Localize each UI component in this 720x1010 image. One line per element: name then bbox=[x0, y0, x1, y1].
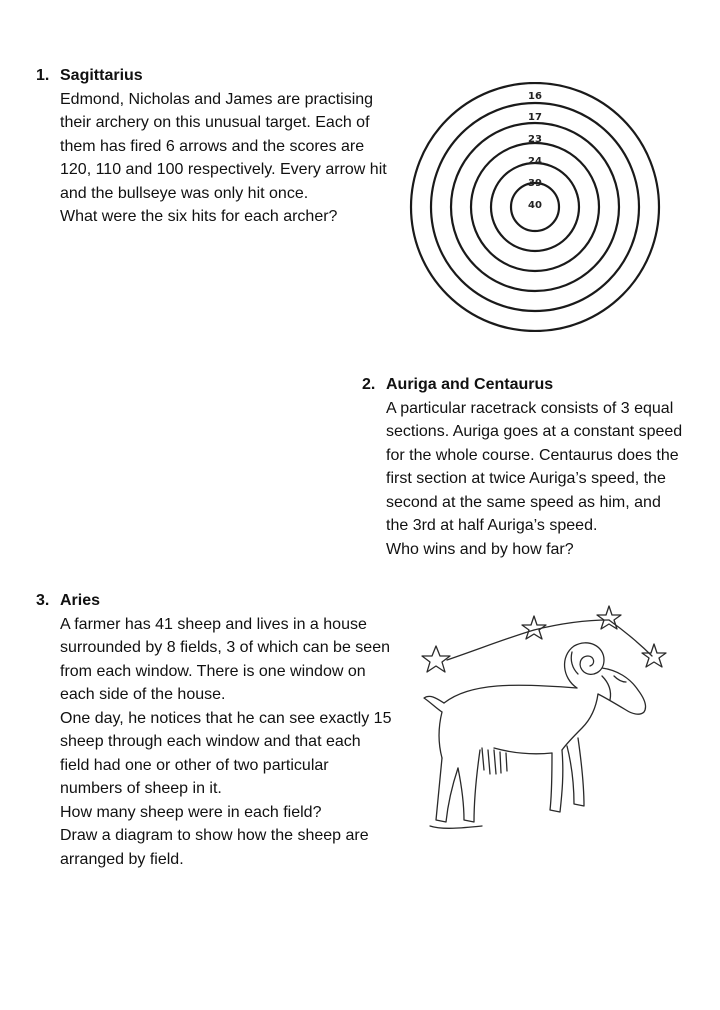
puzzle-line: and the bullseye was only hit once. bbox=[60, 184, 309, 202]
star-icon bbox=[422, 646, 450, 672]
ring-score-label: 24 bbox=[528, 156, 542, 167]
star-icon bbox=[522, 616, 546, 639]
puzzle-auriga-centaurus bbox=[362, 373, 682, 561]
puzzle-line: second at the same speed as him, and bbox=[386, 493, 661, 511]
puzzle-line: numbers of sheep in it. bbox=[60, 780, 222, 797]
puzzle-number: 3. bbox=[36, 592, 50, 609]
puzzle-body bbox=[36, 88, 387, 229]
puzzle-number: 2. bbox=[362, 376, 376, 393]
ram-fleece bbox=[482, 748, 507, 774]
puzzle-line: from each window. There is one window on bbox=[60, 662, 366, 680]
ram-back bbox=[444, 685, 577, 703]
constellation-line bbox=[447, 630, 534, 660]
ring-score-label: 16 bbox=[528, 91, 542, 102]
puzzle-title bbox=[36, 64, 387, 88]
puzzle-line: for the whole course. Centaurus does the bbox=[386, 446, 679, 464]
ram-eye bbox=[614, 676, 626, 682]
puzzle-title bbox=[36, 589, 391, 613]
ring-score-label: 23 bbox=[528, 134, 542, 145]
puzzle-title-text: Auriga and Centaurus bbox=[386, 376, 554, 393]
ram-belly bbox=[494, 748, 552, 754]
puzzle-sagittarius bbox=[36, 64, 387, 229]
ram-rump bbox=[439, 712, 442, 758]
puzzle-line: the 3rd at half Auriga’s speed. bbox=[386, 517, 598, 534]
puzzle-line: field had one or other of two particular bbox=[60, 756, 329, 774]
puzzle-line: Draw a diagram to show how the sheep are bbox=[60, 827, 369, 844]
puzzle-title-text: Aries bbox=[60, 592, 101, 609]
ram-back-leg bbox=[436, 758, 458, 822]
ram-front-leg bbox=[550, 750, 563, 812]
puzzle-line: sections. Auriga goes at a constant speed bbox=[386, 423, 683, 440]
puzzle-body bbox=[36, 613, 391, 872]
puzzle-line: A particular racetrack consists of 3 equal bbox=[386, 399, 674, 417]
horn bbox=[565, 643, 604, 688]
puzzle-body bbox=[362, 397, 682, 562]
ring-score-label: 39 bbox=[528, 178, 542, 189]
puzzle-title bbox=[362, 373, 682, 397]
puzzle-line: A farmer has 41 sheep and lives in a house bbox=[60, 615, 367, 633]
ram-tail bbox=[424, 696, 444, 712]
puzzle-number: 1. bbox=[36, 67, 50, 84]
puzzle-aries bbox=[36, 589, 391, 871]
puzzle-line: sheep through each window and that each bbox=[60, 733, 361, 750]
puzzle-line: Edmond, Nicholas and James are practising bbox=[60, 90, 374, 108]
ground-line bbox=[430, 826, 482, 828]
horn-ridge bbox=[571, 652, 578, 674]
puzzle-line: 120, 110 and 100 respectively. Every arrow hit bbox=[60, 161, 387, 178]
ram-front-leg bbox=[567, 738, 584, 806]
puzzle-line: their archery on this unusual target. Each of bbox=[60, 114, 370, 131]
ring-score-label: 17 bbox=[528, 112, 542, 123]
puzzle-line: What were the six hits for each archer? bbox=[60, 208, 338, 225]
puzzle-line: first section at twice Auriga’s speed, the bbox=[386, 470, 666, 487]
puzzle-line: How many sheep were in each field? bbox=[60, 803, 322, 821]
ram-head bbox=[598, 668, 646, 714]
archery-target-diagram bbox=[385, 82, 685, 332]
ram-back-leg bbox=[458, 750, 480, 822]
ram-chest bbox=[562, 694, 598, 750]
aries-ram-illustration bbox=[402, 598, 677, 843]
puzzle-line: them has fired 6 arrows and the scores are bbox=[60, 137, 365, 155]
star-icon bbox=[642, 644, 666, 667]
puzzle-line: arranged by field. bbox=[60, 850, 184, 868]
puzzle-line: One day, he notices that he can see exactly 15 bbox=[60, 709, 392, 727]
puzzle-line: surrounded by 8 fields, 3 of which can be seen bbox=[60, 639, 390, 656]
ring-score-label: 40 bbox=[528, 200, 542, 211]
puzzle-title-text: Sagittarius bbox=[60, 67, 143, 84]
puzzle-line: Who wins and by how far? bbox=[386, 540, 574, 558]
puzzle-line: each side of the house. bbox=[60, 686, 226, 703]
